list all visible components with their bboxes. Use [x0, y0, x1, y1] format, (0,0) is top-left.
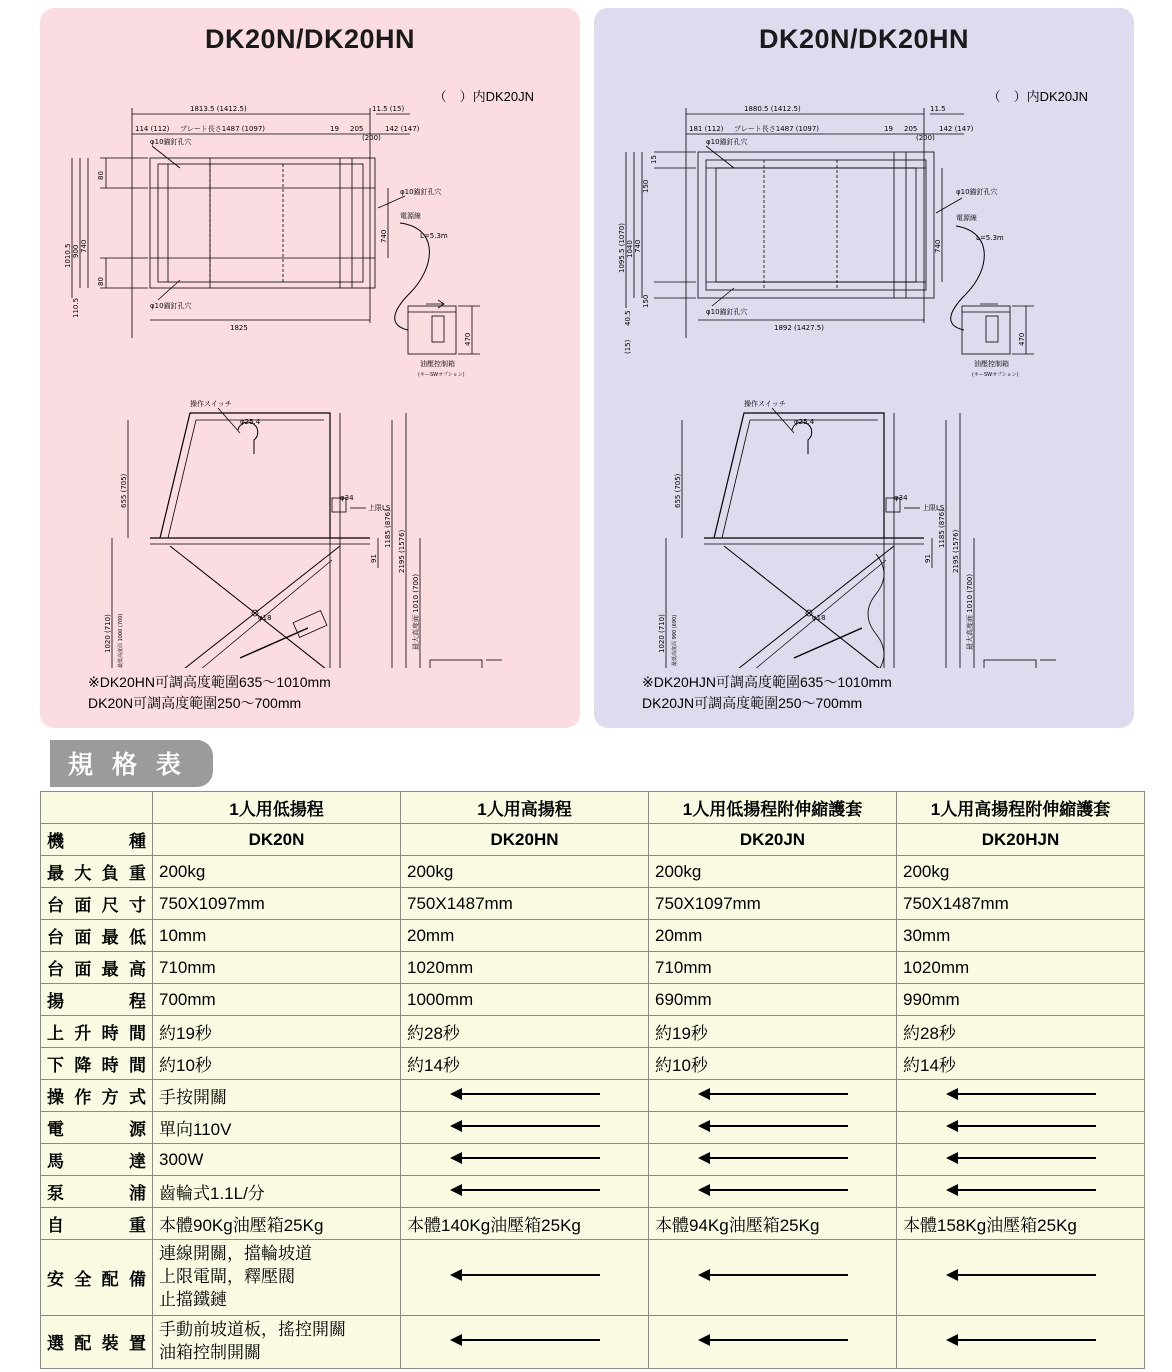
panel-title-right: DK20N/DK20HN: [758, 24, 970, 54]
svg-text:1020 (710): 1020 (710): [104, 614, 112, 653]
svg-text:1185 (876): 1185 (876): [938, 509, 946, 548]
cell: 710mm: [153, 952, 401, 984]
same-as-left-arrow: [401, 1315, 649, 1368]
diagram-panel-dk20n: [40, 8, 580, 728]
left-arrow-icon: [946, 1333, 1096, 1347]
same-as-left-arrow: [401, 1112, 649, 1144]
cell: 約28秒: [897, 1016, 1145, 1048]
svg-text:1095.5 (1070): 1095.5 (1070): [618, 223, 626, 273]
left-arrow-icon: [946, 1268, 1096, 1282]
svg-text:2195 (1576): 2195 (1576): [952, 529, 960, 573]
svg-text:150: 150: [642, 294, 650, 308]
svg-text:2195 (1576): 2195 (1576): [398, 529, 406, 573]
cell: 710mm: [649, 952, 897, 984]
row-label: 選配裝置: [41, 1315, 153, 1368]
cell-line: 油箱控制開關: [159, 1342, 261, 1362]
svg-text:15: 15: [650, 155, 658, 164]
table-row: [41, 1144, 1145, 1176]
left-arrow-icon: [946, 1119, 1096, 1133]
svg-text:142 (147): 142 (147): [385, 125, 420, 133]
row-label: 電 源: [41, 1112, 153, 1144]
left-arrow-icon: [698, 1268, 848, 1282]
svg-text:740: 740: [380, 229, 388, 243]
cell: 約14秒: [401, 1048, 649, 1080]
svg-text:900: 900: [72, 244, 80, 258]
svg-text:(200): (200): [362, 134, 381, 142]
left-arrow-icon: [450, 1119, 600, 1133]
footnote-line-2: DK20N可調高度範圍250～700mm: [88, 695, 302, 711]
col-header-0: 1人用低揚程: [153, 792, 401, 824]
svg-text:110.5: 110.5: [72, 297, 80, 318]
spec-table-section: [40, 740, 1144, 1369]
svg-text:1892 (1427.5): 1892 (1427.5): [774, 324, 824, 332]
left-arrow-icon: [698, 1087, 848, 1101]
svg-text:740: 740: [934, 239, 942, 253]
table-row: [41, 888, 1145, 920]
cell: 本體90Kg油壓箱25Kg: [153, 1208, 401, 1240]
cell-line: 連線開關，擋輪坡道: [159, 1244, 312, 1263]
row-label: 最大負重: [41, 856, 153, 888]
cell: 約28秒: [401, 1016, 649, 1048]
svg-text:19: 19: [884, 125, 893, 133]
panel-footnote-right: [642, 672, 892, 714]
cell: 約10秒: [649, 1048, 897, 1080]
cell: 750X1097mm: [649, 888, 897, 920]
svg-text:80: 80: [97, 171, 105, 180]
svg-text:91: 91: [924, 554, 932, 563]
cell: 齒輪式1.1L/分: [153, 1176, 401, 1208]
svg-text:φ10錨釘孔穴: φ10錨釘孔穴: [400, 188, 442, 196]
left-arrow-icon: [698, 1333, 848, 1347]
svg-text:φ10錨釘孔穴: φ10錨釘孔穴: [150, 138, 192, 146]
same-as-left-arrow: [897, 1144, 1145, 1176]
svg-text:電源線: 電源線: [400, 212, 421, 220]
same-as-left-arrow: [897, 1080, 1145, 1112]
cell: 30mm: [897, 920, 1145, 952]
cell: 750X1097mm: [153, 888, 401, 920]
panel-title-left: DK20N/DK20HN: [204, 24, 416, 54]
table-row-models: [41, 824, 1145, 856]
left-arrow-icon: [946, 1151, 1096, 1165]
svg-text:φ18: φ18: [258, 614, 272, 622]
svg-text:205: 205: [350, 125, 364, 133]
svg-text:φ34: φ34: [340, 494, 354, 502]
cell: 200kg: [897, 856, 1145, 888]
same-as-left-arrow: [401, 1176, 649, 1208]
svg-text:L=5.3m: L=5.3m: [420, 232, 448, 240]
row-label: 安全配備: [41, 1240, 153, 1316]
row-label: 自 重: [41, 1208, 153, 1240]
svg-text:φ25.4: φ25.4: [794, 418, 815, 426]
cell: 1020mm: [401, 952, 649, 984]
same-as-left-arrow: [649, 1176, 897, 1208]
cell: 750X1487mm: [401, 888, 649, 920]
svg-text:φ10錨釘孔穴: φ10錨釘孔穴: [706, 138, 748, 146]
svg-text:114 (112): 114 (112): [135, 125, 170, 133]
svg-text:電源線: 電源線: [956, 214, 977, 222]
svg-text:1185 (876): 1185 (876): [384, 509, 392, 548]
left-arrow-icon: [698, 1119, 848, 1133]
svg-text:上限LS: 上限LS: [368, 504, 391, 512]
cell: 10mm: [153, 920, 401, 952]
svg-text:(キーSWオプション): (キーSWオプション): [418, 372, 465, 378]
diagram-panel-dk20jn: [594, 8, 1134, 728]
svg-text:上限LS: 上限LS: [922, 504, 945, 512]
cell: 約14秒: [897, 1048, 1145, 1080]
table-row: [41, 856, 1145, 888]
same-as-left-arrow: [649, 1080, 897, 1112]
cell: 約19秒: [649, 1016, 897, 1048]
left-arrow-icon: [946, 1087, 1096, 1101]
svg-text:操作スイッチ: 操作スイッチ: [744, 400, 786, 408]
table-row: [41, 1176, 1145, 1208]
same-as-left-arrow: [897, 1112, 1145, 1144]
same-as-left-arrow: [401, 1144, 649, 1176]
table-row: [41, 952, 1145, 984]
panel-footnote-left: [88, 672, 331, 714]
cell: [153, 1315, 401, 1368]
cell: 本體158Kg油壓箱25Kg: [897, 1208, 1145, 1240]
svg-text:最大高度面 1010 (700): 最大高度面 1010 (700): [966, 573, 974, 650]
cell: 200kg: [401, 856, 649, 888]
cell: [153, 1240, 401, 1316]
left-arrow-icon: [450, 1087, 600, 1101]
cell-line: 止擋鐵鏈: [159, 1289, 227, 1309]
svg-text:142 (147): 142 (147): [939, 125, 974, 133]
svg-text:(200): (200): [916, 134, 935, 142]
left-arrow-icon: [450, 1151, 600, 1165]
table-row: [41, 1208, 1145, 1240]
row-label-model: 機 種: [41, 824, 153, 856]
cell: 200kg: [649, 856, 897, 888]
svg-text:(キーSWオプション): (キーSWオプション): [972, 372, 1019, 378]
svg-text:φ10錨釘孔穴: φ10錨釘孔穴: [150, 302, 192, 310]
cell: 1000mm: [401, 984, 649, 1016]
same-as-left-arrow: [897, 1240, 1145, 1316]
svg-text:205: 205: [904, 125, 918, 133]
left-arrow-icon: [450, 1183, 600, 1197]
cell: 20mm: [649, 920, 897, 952]
svg-text:操作スイッチ: 操作スイッチ: [190, 400, 232, 408]
left-arrow-icon: [698, 1183, 848, 1197]
row-label: 操作方式: [41, 1080, 153, 1112]
cell: 700mm: [153, 984, 401, 1016]
table-row: [41, 1315, 1145, 1368]
svg-text:11.5: 11.5: [930, 105, 946, 113]
col-header-2: 1人用低揚程附伸縮護套: [649, 792, 897, 824]
cell: 1020mm: [897, 952, 1145, 984]
table-row: [41, 1016, 1145, 1048]
footnote-line-2: DK20JN可調高度範圍250～700mm: [642, 695, 863, 711]
technical-drawing-left: [40, 68, 580, 668]
table-row: [41, 1112, 1145, 1144]
left-arrow-icon: [450, 1268, 600, 1282]
svg-text:150: 150: [642, 179, 650, 193]
svg-text:19: 19: [330, 125, 339, 133]
cell: 單向110V: [153, 1112, 401, 1144]
svg-text:L=5.3m: L=5.3m: [976, 234, 1004, 242]
svg-text:φ25.4: φ25.4: [240, 418, 261, 426]
same-as-left-arrow: [401, 1240, 649, 1316]
col-header-3: 1人用高揚程附伸縮護套: [897, 792, 1145, 824]
cell-line: 手動前坡道板，搖控開關: [159, 1319, 346, 1339]
cell: 手按開關: [153, 1080, 401, 1112]
svg-text:最大高度面 1010 (700): 最大高度面 1010 (700): [412, 573, 420, 650]
cell: 本體94Kg油壓箱25Kg: [649, 1208, 897, 1240]
row-label: 台面最高: [41, 952, 153, 984]
svg-text:1825: 1825: [230, 324, 248, 332]
same-as-left-arrow: [649, 1240, 897, 1316]
svg-text:油壓控制箱: 油壓控制箱: [420, 360, 455, 368]
svg-text:655 (705): 655 (705): [674, 473, 682, 508]
table-row: [41, 1080, 1145, 1112]
technical-drawing-right: [594, 68, 1134, 668]
svg-text:φ34: φ34: [894, 494, 908, 502]
svg-text:40.5: 40.5: [624, 310, 632, 326]
svg-text:1813.5 (1412.5): 1813.5 (1412.5): [190, 105, 247, 113]
corner-cell: [41, 792, 153, 824]
svg-text:470: 470: [1018, 332, 1026, 346]
row-label: 上升時間: [41, 1016, 153, 1048]
svg-text:プレート長さ1487 (1097): プレート長さ1487 (1097): [180, 125, 266, 133]
svg-text:油壓控制箱: 油壓控制箱: [974, 360, 1009, 368]
svg-text:(15): (15): [624, 339, 632, 354]
col-header-1: 1人用高揚程: [401, 792, 649, 824]
left-arrow-icon: [698, 1151, 848, 1165]
footnote-line-1: ※DK20HN可調高度範圍635～1010mm: [88, 674, 331, 690]
cell: 20mm: [401, 920, 649, 952]
svg-text:1880.5 (1412.5): 1880.5 (1412.5): [744, 105, 801, 113]
row-label: 台面最低: [41, 920, 153, 952]
svg-text:1010.5: 1010.5: [64, 243, 72, 268]
model-3: DK20HJN: [897, 824, 1145, 856]
row-label: 下降時間: [41, 1048, 153, 1080]
left-arrow-icon: [946, 1183, 1096, 1197]
svg-text:φ10錨釘孔穴: φ10錨釘孔穴: [956, 188, 998, 196]
svg-text:プレート長さ1487 (1097): プレート長さ1487 (1097): [734, 125, 820, 133]
same-as-left-arrow: [649, 1112, 897, 1144]
table-row: [41, 1048, 1145, 1080]
row-label: 揚 程: [41, 984, 153, 1016]
model-1: DK20HN: [401, 824, 649, 856]
svg-text:11.5 (15): 11.5 (15): [372, 105, 405, 113]
cell: 990mm: [897, 984, 1145, 1016]
table-row: [41, 984, 1145, 1016]
model-2: DK20JN: [649, 824, 897, 856]
cell: 750X1487mm: [897, 888, 1145, 920]
table-row-headers: [41, 792, 1145, 824]
left-arrow-icon: [450, 1333, 600, 1347]
panel-note-left: （ ）内DK20JN: [433, 89, 534, 104]
row-label: 台面尺寸: [41, 888, 153, 920]
table-row: [41, 920, 1145, 952]
footnote-line-1: ※DK20HJN可調高度範圍635～1010mm: [642, 674, 892, 690]
row-label: 馬 達: [41, 1144, 153, 1176]
svg-text:φ10錨釘孔穴: φ10錨釘孔穴: [706, 308, 748, 316]
cell: 690mm: [649, 984, 897, 1016]
cell-line: 上限電閘，釋壓閥: [159, 1266, 295, 1286]
row-label: 泵 浦: [41, 1176, 153, 1208]
cell: 約10秒: [153, 1048, 401, 1080]
svg-text:1040: 1040: [626, 240, 634, 258]
svg-text:80: 80: [97, 277, 105, 286]
spec-table-tab-label: 規 格 表: [50, 740, 213, 787]
cell: 約19秒: [153, 1016, 401, 1048]
svg-text:1020 (710): 1020 (710): [658, 614, 666, 653]
same-as-left-arrow: [401, 1080, 649, 1112]
svg-text:91: 91: [370, 554, 378, 563]
same-as-left-arrow: [649, 1144, 897, 1176]
svg-text:最低高度面 990 (690): 最低高度面 990 (690): [672, 614, 678, 666]
svg-text:740: 740: [80, 239, 88, 253]
svg-text:φ18: φ18: [812, 614, 826, 622]
cell: 200kg: [153, 856, 401, 888]
table-row: [41, 1240, 1145, 1316]
cell: 本體140Kg油壓箱25Kg: [401, 1208, 649, 1240]
svg-text:470: 470: [464, 332, 472, 346]
model-0: DK20N: [153, 824, 401, 856]
cell: 300W: [153, 1144, 401, 1176]
spec-table: [40, 791, 1145, 1369]
same-as-left-arrow: [897, 1315, 1145, 1368]
svg-text:655 (705): 655 (705): [120, 473, 128, 508]
svg-text:181 (112): 181 (112): [689, 125, 724, 133]
svg-text:740: 740: [634, 239, 642, 253]
panel-note-right: （ ）内DK20JN: [987, 89, 1088, 104]
same-as-left-arrow: [649, 1315, 897, 1368]
svg-text:最低高度面 1000 (700): 最低高度面 1000 (700): [118, 613, 124, 668]
same-as-left-arrow: [897, 1176, 1145, 1208]
